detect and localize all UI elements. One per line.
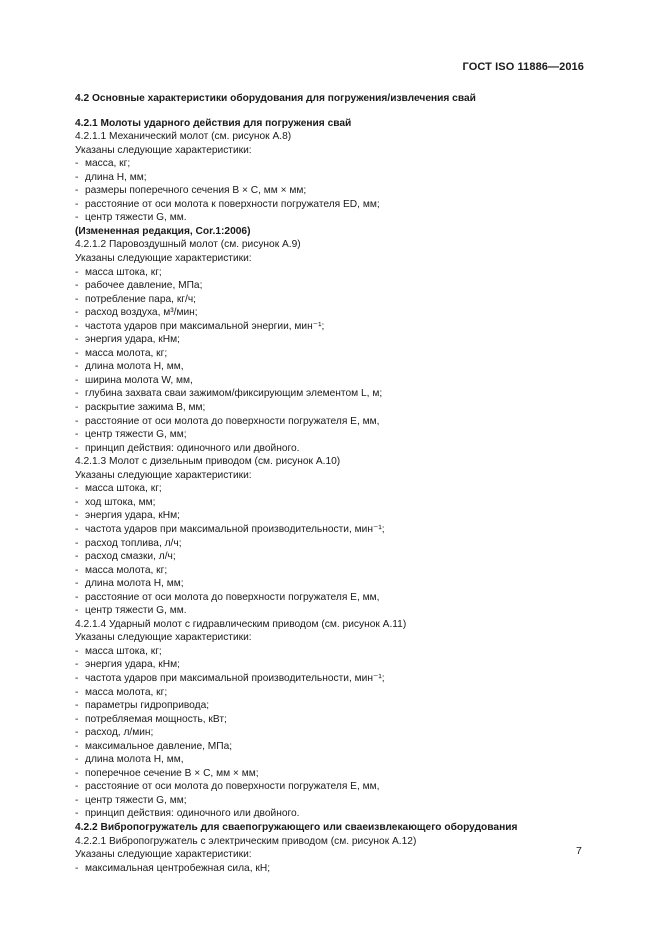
list-bullet: - [75, 686, 79, 698]
list-item-text: расстояние от оси молота до поверхности погружателя E, мм, [85, 591, 380, 603]
list-bullet: - [75, 767, 79, 779]
list-item [75, 767, 595, 781]
list-item [75, 658, 595, 672]
list-item-text: частота ударов при максимальной производительности, мин⁻¹; [85, 523, 385, 535]
list-bullet: - [75, 334, 79, 346]
list-item [75, 523, 595, 537]
list-bullet: - [75, 429, 79, 441]
list-item-text: потребление пара, кг/ч; [85, 293, 196, 305]
list-bullet: - [75, 645, 79, 657]
list-bullet: - [75, 496, 79, 508]
list-item-text: параметры гидропривода; [85, 700, 210, 712]
section-heading: 4.2.1 Молоты ударного действия для погружения свай [75, 117, 352, 129]
list-item [75, 699, 595, 713]
list-item [75, 401, 595, 415]
list-bullet: - [75, 808, 79, 820]
list-bullet: - [75, 307, 79, 319]
list-item [75, 306, 595, 320]
list-item [75, 564, 595, 578]
list-bullet: - [75, 605, 79, 617]
list-item-text: масса, кг; [85, 158, 131, 170]
list-item-text: частота ударов при максимальной энергии, мин⁻¹; [85, 320, 325, 332]
list-item-text: расход смазки, л/ч; [85, 551, 176, 563]
list-item-text: масса штока, кг; [85, 645, 162, 657]
list-bullet: - [75, 158, 79, 170]
paragraph: 4.2.1.1 Механический молот (см. рисунок А.8) [75, 131, 292, 143]
list-item-text: частота ударов при максимальной производительности, мин⁻¹; [85, 672, 385, 684]
list-bullet: - [75, 591, 79, 603]
list-bullet: - [75, 198, 79, 210]
list-item-text: ширина молота W, мм, [85, 374, 193, 386]
list-item [75, 320, 595, 334]
list-bullet: - [75, 266, 79, 278]
list-item [75, 509, 595, 523]
paragraph: Указаны следующие характеристики: [75, 849, 252, 861]
list-item [75, 537, 595, 551]
section-heading: 4.2.2 Вибропогружатель для сваепогружающего или сваеизвлекающего оборудования [75, 821, 518, 833]
list-item [75, 184, 595, 198]
paragraph: 4.2.1.3 Молот с дизельным приводом (см. рисунок А.10) [75, 456, 341, 468]
list-item-text: поперечное сечение B × C, мм × мм; [85, 767, 259, 779]
page-number: 7 [576, 845, 582, 857]
list-item-text: длина молота H, мм; [85, 578, 184, 590]
list-bullet: - [75, 402, 79, 414]
list-bullet: - [75, 713, 79, 725]
list-item-text: размеры поперечного сечения B × C, мм × мм; [85, 185, 307, 197]
list-bullet: - [75, 564, 79, 576]
list-bullet: - [75, 659, 79, 671]
list-item-text: центр тяжести G, мм. [85, 212, 187, 224]
list-item [75, 482, 595, 496]
list-item-text: масса штока, кг; [85, 483, 162, 495]
list-item [75, 415, 595, 429]
list-item [75, 279, 595, 293]
list-bullet: - [75, 551, 79, 563]
list-item-text: расстояние от оси молота до поверхности погружателя E, мм, [85, 415, 380, 427]
list-item [75, 604, 595, 618]
list-item [75, 753, 595, 767]
list-bullet: - [75, 293, 79, 305]
list-bullet: - [75, 415, 79, 427]
list-item [75, 293, 595, 307]
list-bullet: - [75, 700, 79, 712]
list-bullet: - [75, 483, 79, 495]
list-item [75, 740, 595, 754]
list-bullet: - [75, 510, 79, 522]
list-bullet: - [75, 754, 79, 766]
list-bullet: - [75, 320, 79, 332]
list-item [75, 157, 595, 171]
section-heading: (Измененная редакция, Cor.1:2006) [75, 225, 251, 237]
list-bullet: - [75, 672, 79, 684]
paragraph: Указаны следующие характеристики: [75, 144, 252, 156]
list-bullet: - [75, 361, 79, 373]
paragraph: 4.2.2.1 Вибропогружатель с электрическим приводом (см. рисунок А.12) [75, 835, 417, 847]
list-item [75, 550, 595, 564]
list-item [75, 211, 595, 225]
list-bullet: - [75, 523, 79, 535]
list-bullet: - [75, 781, 79, 793]
list-item-text: максимальная центробежная сила, кН; [85, 862, 271, 874]
list-item-text: центр тяжести G, мм; [85, 429, 187, 441]
list-item [75, 591, 595, 605]
list-item [75, 713, 595, 727]
list-bullet: - [75, 537, 79, 549]
list-item-text: рабочее давление, МПа; [85, 280, 203, 292]
list-item-text: центр тяжести G, мм. [85, 605, 187, 617]
paragraph: 4.2.1.4 Ударный молот с гидравлическим приводом (см. рисунок А.11) [75, 618, 407, 630]
list-item-text: принцип действия: одиночного или двойного. [85, 442, 300, 454]
list-item [75, 496, 595, 510]
list-item [75, 686, 595, 700]
list-bullet: - [75, 740, 79, 752]
list-bullet: - [75, 171, 79, 183]
list-item-text: энергия удара, кНм; [85, 659, 180, 671]
list-item-text: раскрытие зажима B, мм; [85, 402, 206, 414]
list-item-text: расход, л/мин; [85, 727, 154, 739]
list-bullet: - [75, 862, 79, 874]
list-item [75, 360, 595, 374]
list-item-text: энергия удара, кНм; [85, 334, 180, 346]
list-item [75, 794, 595, 808]
paragraph: 4.2.1.2 Паровоздушный молот (см. рисунок А.9) [75, 239, 301, 251]
list-item [75, 862, 595, 876]
list-item-text: длина молота H, мм, [85, 361, 184, 373]
document-body [75, 92, 595, 875]
list-bullet: - [75, 280, 79, 292]
list-item [75, 807, 595, 821]
list-item-text: потребляемая мощность, кВт; [85, 713, 227, 725]
list-item-text: масса молота, кг; [85, 686, 168, 698]
list-item-text: принцип действия: одиночного или двойного. [85, 808, 300, 820]
list-item [75, 672, 595, 686]
list-item [75, 442, 595, 456]
list-item [75, 171, 595, 185]
list-item [75, 428, 595, 442]
list-item [75, 780, 595, 794]
list-item-text: расстояние от оси молота к поверхности погружателя ED, мм; [85, 198, 380, 210]
list-bullet: - [75, 185, 79, 197]
list-item-text: энергия удара, кНм; [85, 510, 180, 522]
list-bullet: - [75, 347, 79, 359]
list-item-text: длина молота H, мм, [85, 754, 184, 766]
list-item-text: ход штока, мм; [85, 496, 156, 508]
list-item [75, 387, 595, 401]
list-item-text: масса штока, кг; [85, 266, 162, 278]
list-bullet: - [75, 578, 79, 590]
list-item-text: максимальное давление, МПа; [85, 740, 233, 752]
list-item-text: масса молота, кг; [85, 564, 168, 576]
list-item [75, 198, 595, 212]
list-item-text: расход воздуха, м³/мин; [85, 307, 198, 319]
list-bullet: - [75, 442, 79, 454]
list-bullet: - [75, 727, 79, 739]
list-bullet: - [75, 794, 79, 806]
list-item-text: масса молота, кг; [85, 347, 168, 359]
standard-header: ГОСТ ISO 11886—2016 [462, 61, 584, 73]
list-item-text: центр тяжести G, мм; [85, 794, 187, 806]
list-item-text: глубина захвата сваи зажимом/фиксирующим элементом L, м; [85, 388, 383, 400]
list-item-text: расстояние от оси молота до поверхности погружателя E, мм, [85, 781, 380, 793]
list-item [75, 266, 595, 280]
list-item-text: расход топлива, л/ч; [85, 537, 182, 549]
paragraph: Указаны следующие характеристики: [75, 632, 252, 644]
paragraph: Указаны следующие характеристики: [75, 469, 252, 481]
list-item [75, 333, 595, 347]
list-bullet: - [75, 374, 79, 386]
paragraph: Указаны следующие характеристики: [75, 253, 252, 265]
list-bullet: - [75, 212, 79, 224]
section-heading: 4.2 Основные характеристики оборудования для погружения/извлечения свай [75, 93, 476, 104]
list-item [75, 645, 595, 659]
list-item [75, 374, 595, 388]
list-item [75, 726, 595, 740]
list-item-text: длина H, мм; [85, 171, 147, 183]
list-bullet: - [75, 388, 79, 400]
list-item [75, 577, 595, 591]
list-item [75, 347, 595, 361]
